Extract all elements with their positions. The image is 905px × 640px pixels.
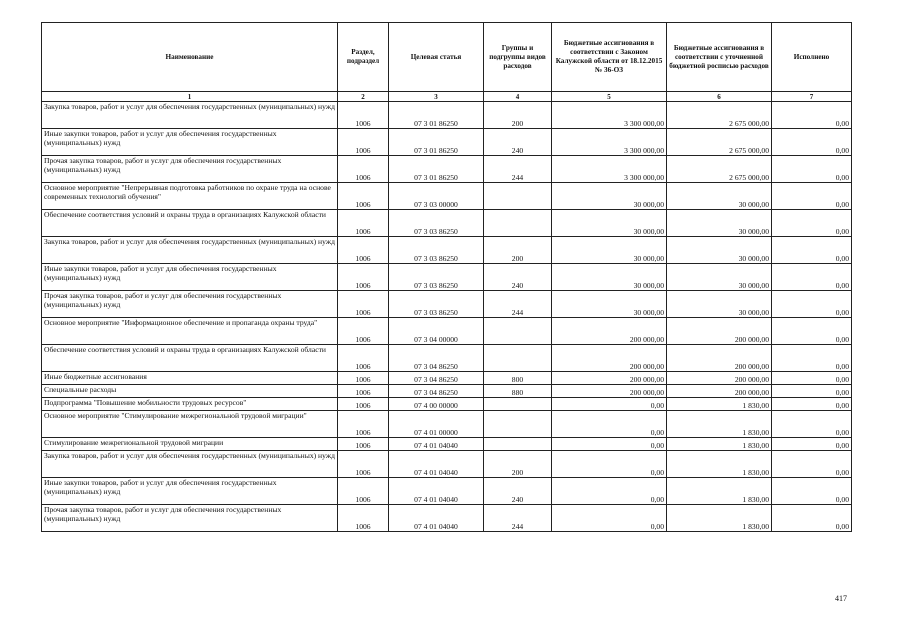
cell-name: Специальные расходы xyxy=(42,385,338,398)
cell-name: Прочая закупка товаров, работ и услуг для обеспечения государственных (муниципальных) нужд xyxy=(42,505,338,532)
cell-law-amount: 200 000,00 xyxy=(552,345,667,372)
cell-expense-group xyxy=(484,183,552,210)
header-target-article: Целевая статья xyxy=(389,23,484,92)
cell-section: 1006 xyxy=(338,505,389,532)
cell-name: Подпрограмма "Повышение мобильности трудовых ресурсов" xyxy=(42,398,338,411)
cell-section: 1006 xyxy=(338,183,389,210)
cell-section: 1006 xyxy=(338,210,389,237)
cell-law-amount: 3 300 000,00 xyxy=(552,102,667,129)
table-row xyxy=(42,102,852,129)
cell-law-amount: 30 000,00 xyxy=(552,183,667,210)
cell-section: 1006 xyxy=(338,318,389,345)
cell-expense-group: 240 xyxy=(484,478,552,505)
cell-expense-group: 200 xyxy=(484,451,552,478)
cell-section: 1006 xyxy=(338,438,389,451)
cell-law-amount: 30 000,00 xyxy=(552,210,667,237)
cell-roster-amount: 200 000,00 xyxy=(667,385,772,398)
table-row xyxy=(42,398,852,411)
cell-expense-group xyxy=(484,411,552,438)
table-row xyxy=(42,451,852,478)
cell-name: Иные закупки товаров, работ и услуг для обеспечения государственных (муниципальных) нужд xyxy=(42,129,338,156)
cell-roster-amount: 1 830,00 xyxy=(667,505,772,532)
cell-section: 1006 xyxy=(338,237,389,264)
cell-executed-amount: 0,00 xyxy=(772,129,852,156)
cell-target-article: 07 3 03 86250 xyxy=(389,264,484,291)
cell-expense-group xyxy=(484,318,552,345)
cell-roster-amount: 1 830,00 xyxy=(667,478,772,505)
cell-law-amount: 0,00 xyxy=(552,411,667,438)
column-number: 4 xyxy=(484,92,552,102)
budget-table xyxy=(41,22,852,532)
cell-roster-amount: 30 000,00 xyxy=(667,210,772,237)
header-expense-groups: Группы и подгруппы видов расходов xyxy=(484,23,552,92)
cell-expense-group: 240 xyxy=(484,264,552,291)
table-row xyxy=(42,411,852,438)
cell-executed-amount: 0,00 xyxy=(772,478,852,505)
cell-roster-amount: 1 830,00 xyxy=(667,438,772,451)
cell-executed-amount: 0,00 xyxy=(772,505,852,532)
cell-law-amount: 0,00 xyxy=(552,398,667,411)
cell-name: Прочая закупка товаров, работ и услуг для обеспечения государственных (муниципальных) нужд xyxy=(42,291,338,318)
cell-roster-amount: 1 830,00 xyxy=(667,451,772,478)
header-roster-allocations: Бюджетные ассигнования в соответствии с уточненной бюджетной росписью расходов xyxy=(667,23,772,92)
cell-law-amount: 0,00 xyxy=(552,438,667,451)
table-row xyxy=(42,183,852,210)
cell-section: 1006 xyxy=(338,451,389,478)
cell-target-article: 07 3 03 86250 xyxy=(389,291,484,318)
cell-section: 1006 xyxy=(338,264,389,291)
cell-name: Иные закупки товаров, работ и услуг для обеспечения государственных (муниципальных) нужд xyxy=(42,264,338,291)
cell-executed-amount: 0,00 xyxy=(772,451,852,478)
cell-executed-amount: 0,00 xyxy=(772,210,852,237)
cell-roster-amount: 2 675 000,00 xyxy=(667,156,772,183)
cell-executed-amount: 0,00 xyxy=(772,237,852,264)
cell-section: 1006 xyxy=(338,372,389,385)
cell-law-amount: 0,00 xyxy=(552,451,667,478)
header-name: Наименование xyxy=(42,23,338,92)
cell-expense-group: 240 xyxy=(484,129,552,156)
cell-executed-amount: 0,00 xyxy=(772,372,852,385)
cell-law-amount: 0,00 xyxy=(552,505,667,532)
cell-law-amount: 200 000,00 xyxy=(552,372,667,385)
cell-target-article: 07 4 01 04040 xyxy=(389,451,484,478)
column-number: 2 xyxy=(338,92,389,102)
cell-name: Обеспечение соответствия условий и охраны труда в организациях Калужской области xyxy=(42,345,338,372)
cell-executed-amount: 0,00 xyxy=(772,156,852,183)
table-row xyxy=(42,156,852,183)
cell-target-article: 07 3 04 86250 xyxy=(389,385,484,398)
cell-section: 1006 xyxy=(338,102,389,129)
cell-roster-amount: 30 000,00 xyxy=(667,291,772,318)
table-row xyxy=(42,438,852,451)
table-row xyxy=(42,372,852,385)
cell-section: 1006 xyxy=(338,345,389,372)
column-number: 7 xyxy=(772,92,852,102)
cell-expense-group: 200 xyxy=(484,237,552,264)
cell-name: Иные бюджетные ассигнования xyxy=(42,372,338,385)
cell-executed-amount: 0,00 xyxy=(772,345,852,372)
cell-executed-amount: 0,00 xyxy=(772,318,852,345)
cell-law-amount: 3 300 000,00 xyxy=(552,129,667,156)
cell-name: Основное мероприятие "Стимулирование межрегиональной трудовой миграции" xyxy=(42,411,338,438)
cell-target-article: 07 4 01 04040 xyxy=(389,438,484,451)
cell-name: Прочая закупка товаров, работ и услуг для обеспечения государственных (муниципальных) нужд xyxy=(42,156,338,183)
cell-executed-amount: 0,00 xyxy=(772,438,852,451)
cell-section: 1006 xyxy=(338,411,389,438)
cell-law-amount: 200 000,00 xyxy=(552,385,667,398)
cell-target-article: 07 3 04 00000 xyxy=(389,318,484,345)
page-number: 417 xyxy=(835,594,847,603)
cell-expense-group: 244 xyxy=(484,291,552,318)
cell-law-amount: 200 000,00 xyxy=(552,318,667,345)
cell-expense-group: 800 xyxy=(484,372,552,385)
table-row xyxy=(42,129,852,156)
cell-expense-group xyxy=(484,438,552,451)
cell-target-article: 07 3 01 86250 xyxy=(389,129,484,156)
cell-expense-group: 244 xyxy=(484,156,552,183)
table-row xyxy=(42,345,852,372)
cell-expense-group: 880 xyxy=(484,385,552,398)
cell-law-amount: 0,00 xyxy=(552,478,667,505)
cell-roster-amount: 2 675 000,00 xyxy=(667,102,772,129)
cell-target-article: 07 4 00 00000 xyxy=(389,398,484,411)
cell-section: 1006 xyxy=(338,156,389,183)
cell-executed-amount: 0,00 xyxy=(772,411,852,438)
cell-name: Закупка товаров, работ и услуг для обеспечения государственных (муниципальных) нужд xyxy=(42,102,338,129)
cell-target-article: 07 3 03 86250 xyxy=(389,237,484,264)
cell-target-article: 07 3 04 86250 xyxy=(389,372,484,385)
cell-target-article: 07 4 01 04040 xyxy=(389,478,484,505)
cell-target-article: 07 4 01 00000 xyxy=(389,411,484,438)
cell-expense-group xyxy=(484,210,552,237)
cell-name: Иные закупки товаров, работ и услуг для обеспечения государственных (муниципальных) нужд xyxy=(42,478,338,505)
table-row xyxy=(42,291,852,318)
table-row xyxy=(42,385,852,398)
cell-law-amount: 30 000,00 xyxy=(552,264,667,291)
cell-target-article: 07 3 03 00000 xyxy=(389,183,484,210)
table-row xyxy=(42,478,852,505)
header-section: Раздел, подраздел xyxy=(338,23,389,92)
cell-executed-amount: 0,00 xyxy=(772,398,852,411)
cell-expense-group: 244 xyxy=(484,505,552,532)
cell-executed-amount: 0,00 xyxy=(772,291,852,318)
cell-roster-amount: 200 000,00 xyxy=(667,372,772,385)
cell-section: 1006 xyxy=(338,129,389,156)
cell-executed-amount: 0,00 xyxy=(772,385,852,398)
cell-roster-amount: 2 675 000,00 xyxy=(667,129,772,156)
cell-law-amount: 3 300 000,00 xyxy=(552,156,667,183)
column-number: 1 xyxy=(42,92,338,102)
cell-target-article: 07 4 01 04040 xyxy=(389,505,484,532)
cell-roster-amount: 30 000,00 xyxy=(667,264,772,291)
table-row xyxy=(42,264,852,291)
cell-roster-amount: 200 000,00 xyxy=(667,318,772,345)
cell-roster-amount: 30 000,00 xyxy=(667,237,772,264)
cell-name: Закупка товаров, работ и услуг для обеспечения государственных (муниципальных) нужд xyxy=(42,451,338,478)
cell-name: Закупка товаров, работ и услуг для обеспечения государственных (муниципальных) нужд xyxy=(42,237,338,264)
cell-expense-group xyxy=(484,398,552,411)
cell-executed-amount: 0,00 xyxy=(772,102,852,129)
table-row xyxy=(42,505,852,532)
table-row xyxy=(42,318,852,345)
cell-executed-amount: 0,00 xyxy=(772,264,852,291)
cell-section: 1006 xyxy=(338,478,389,505)
cell-roster-amount: 1 830,00 xyxy=(667,398,772,411)
header-law-allocations: Бюджетные ассигнования в соответствии с Законом Калужской области от 18.12.2015 № 36-ОЗ xyxy=(552,23,667,92)
cell-target-article: 07 3 01 86250 xyxy=(389,156,484,183)
cell-expense-group xyxy=(484,345,552,372)
cell-section: 1006 xyxy=(338,291,389,318)
cell-target-article: 07 3 01 86250 xyxy=(389,102,484,129)
cell-law-amount: 30 000,00 xyxy=(552,291,667,318)
header-row xyxy=(42,23,852,92)
cell-target-article: 07 3 04 86250 xyxy=(389,345,484,372)
cell-target-article: 07 3 03 86250 xyxy=(389,210,484,237)
table-row xyxy=(42,237,852,264)
column-number: 5 xyxy=(552,92,667,102)
column-number: 6 xyxy=(667,92,772,102)
cell-section: 1006 xyxy=(338,398,389,411)
cell-name: Стимулирование межрегиональной трудовой миграции xyxy=(42,438,338,451)
header-executed: Исполнено xyxy=(772,23,852,92)
cell-roster-amount: 1 830,00 xyxy=(667,411,772,438)
cell-name: Обеспечение соответствия условий и охраны труда в организациях Калужской области xyxy=(42,210,338,237)
cell-law-amount: 30 000,00 xyxy=(552,237,667,264)
cell-name: Основное мероприятие "Информационное обеспечение и пропаганда охраны труда" xyxy=(42,318,338,345)
cell-name: Основное мероприятие "Непрерывная подготовка работников по охране труда на основе современных технологий обучения" xyxy=(42,183,338,210)
cell-executed-amount: 0,00 xyxy=(772,183,852,210)
cell-roster-amount: 200 000,00 xyxy=(667,345,772,372)
column-number: 3 xyxy=(389,92,484,102)
cell-roster-amount: 30 000,00 xyxy=(667,183,772,210)
cell-expense-group: 200 xyxy=(484,102,552,129)
column-numbers-row xyxy=(42,92,852,102)
cell-section: 1006 xyxy=(338,385,389,398)
table-row xyxy=(42,210,852,237)
